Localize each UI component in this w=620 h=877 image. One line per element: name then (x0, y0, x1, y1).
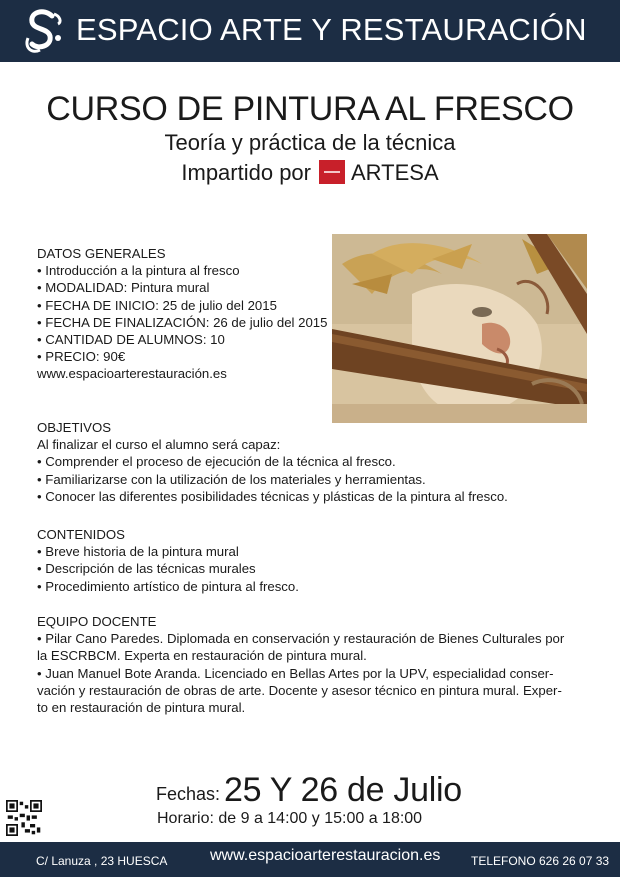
subtitle: Teoría y práctica de la técnica (164, 130, 456, 155)
dates-value: 25 Y 26 de Julio (224, 771, 462, 809)
list-item: Al finalizar el curso el alumno será capaz: (37, 437, 281, 453)
list-item: • PRECIO: 90€ (37, 349, 126, 365)
schedule: Horario: de 9 a 14:00 y 15:00 a 18:00 (157, 810, 423, 827)
page-title: CURSO DE PINTURA AL FRESCO (46, 90, 574, 128)
datos-website-link[interactable]: www.espacioarterestauración.es (37, 366, 227, 382)
footer-website-link[interactable]: www.espacioarterestauracion.es (210, 847, 441, 864)
imparted-prefix: Impartido por (181, 160, 311, 185)
datos-heading: DATOS GENERALES (37, 246, 166, 261)
list-item: • Breve historia de la pintura mural (37, 544, 239, 560)
footer-bar (0, 842, 620, 877)
equipo-heading: EQUIPO DOCENTE (37, 614, 157, 629)
objetivos-heading: OBJETIVOS (37, 420, 112, 435)
list-item: • Conocer las diferentes posibilidades técnicas y plásticas de la pintura al fresco. (37, 488, 508, 504)
footer-address: C/ Lanuza , 23 HUESCA (36, 854, 168, 868)
list-item: vación y restauración de obras de arte. Docente y asesor técnico en pintura mural. Exper- (37, 682, 562, 698)
list-item: • MODALIDAD: Pintura mural (37, 280, 210, 296)
list-item: • FECHA DE INICIO: 25 de julio del 2015 (37, 297, 277, 313)
list-item: • Comprender el proceso de ejecución de la técnica al fresco. (37, 454, 396, 470)
footer-phone: TELEFONO 626 26 07 33 (471, 854, 610, 868)
artesa-logo-icon (319, 160, 345, 184)
list-item: • Juan Manuel Bote Aranda. Licenciado en Bellas Artes por la UPV, especialidad conser- (37, 665, 554, 681)
equipo-docente-section (37, 613, 564, 716)
brand-name: ESPACIO ARTE Y RESTAURACIÓN (76, 12, 587, 47)
header-bar (0, 0, 620, 62)
dates-label: Fechas: (156, 784, 221, 804)
fresco-painting-image (332, 234, 587, 423)
qr-code-icon[interactable] (6, 800, 42, 836)
list-item: • Familiarizarse con la utilización de los materiales y herramientas. (37, 471, 426, 487)
list-item: • Procedimiento artístico de pintura al fresco. (37, 578, 299, 594)
list-item: • CANTIDAD DE ALUMNOS: 10 (37, 332, 225, 348)
objetivos-section (37, 419, 508, 505)
list-item: la ESCRBCM. Experta en restauración de pintura mural. (37, 648, 367, 664)
datos-generales-section (37, 245, 327, 383)
contenidos-heading: CONTENIDOS (37, 527, 125, 542)
list-item: • Introducción a la pintura al fresco (37, 263, 240, 279)
list-item: to en restauración de pintura mural. (37, 700, 246, 716)
list-item: • FECHA DE FINALIZACIÓN: 26 de julio del 2015 (37, 314, 328, 330)
scroll-s-logo-icon (22, 8, 66, 54)
imparted-org: ARTESA (351, 160, 439, 185)
contenidos-section (37, 526, 299, 595)
list-item: • Descripción de las técnicas murales (37, 561, 256, 577)
list-item: • Pilar Cano Paredes. Diplomada en conservación y restauración de Bienes Culturales por (37, 631, 565, 647)
imparted-by (0, 160, 620, 186)
